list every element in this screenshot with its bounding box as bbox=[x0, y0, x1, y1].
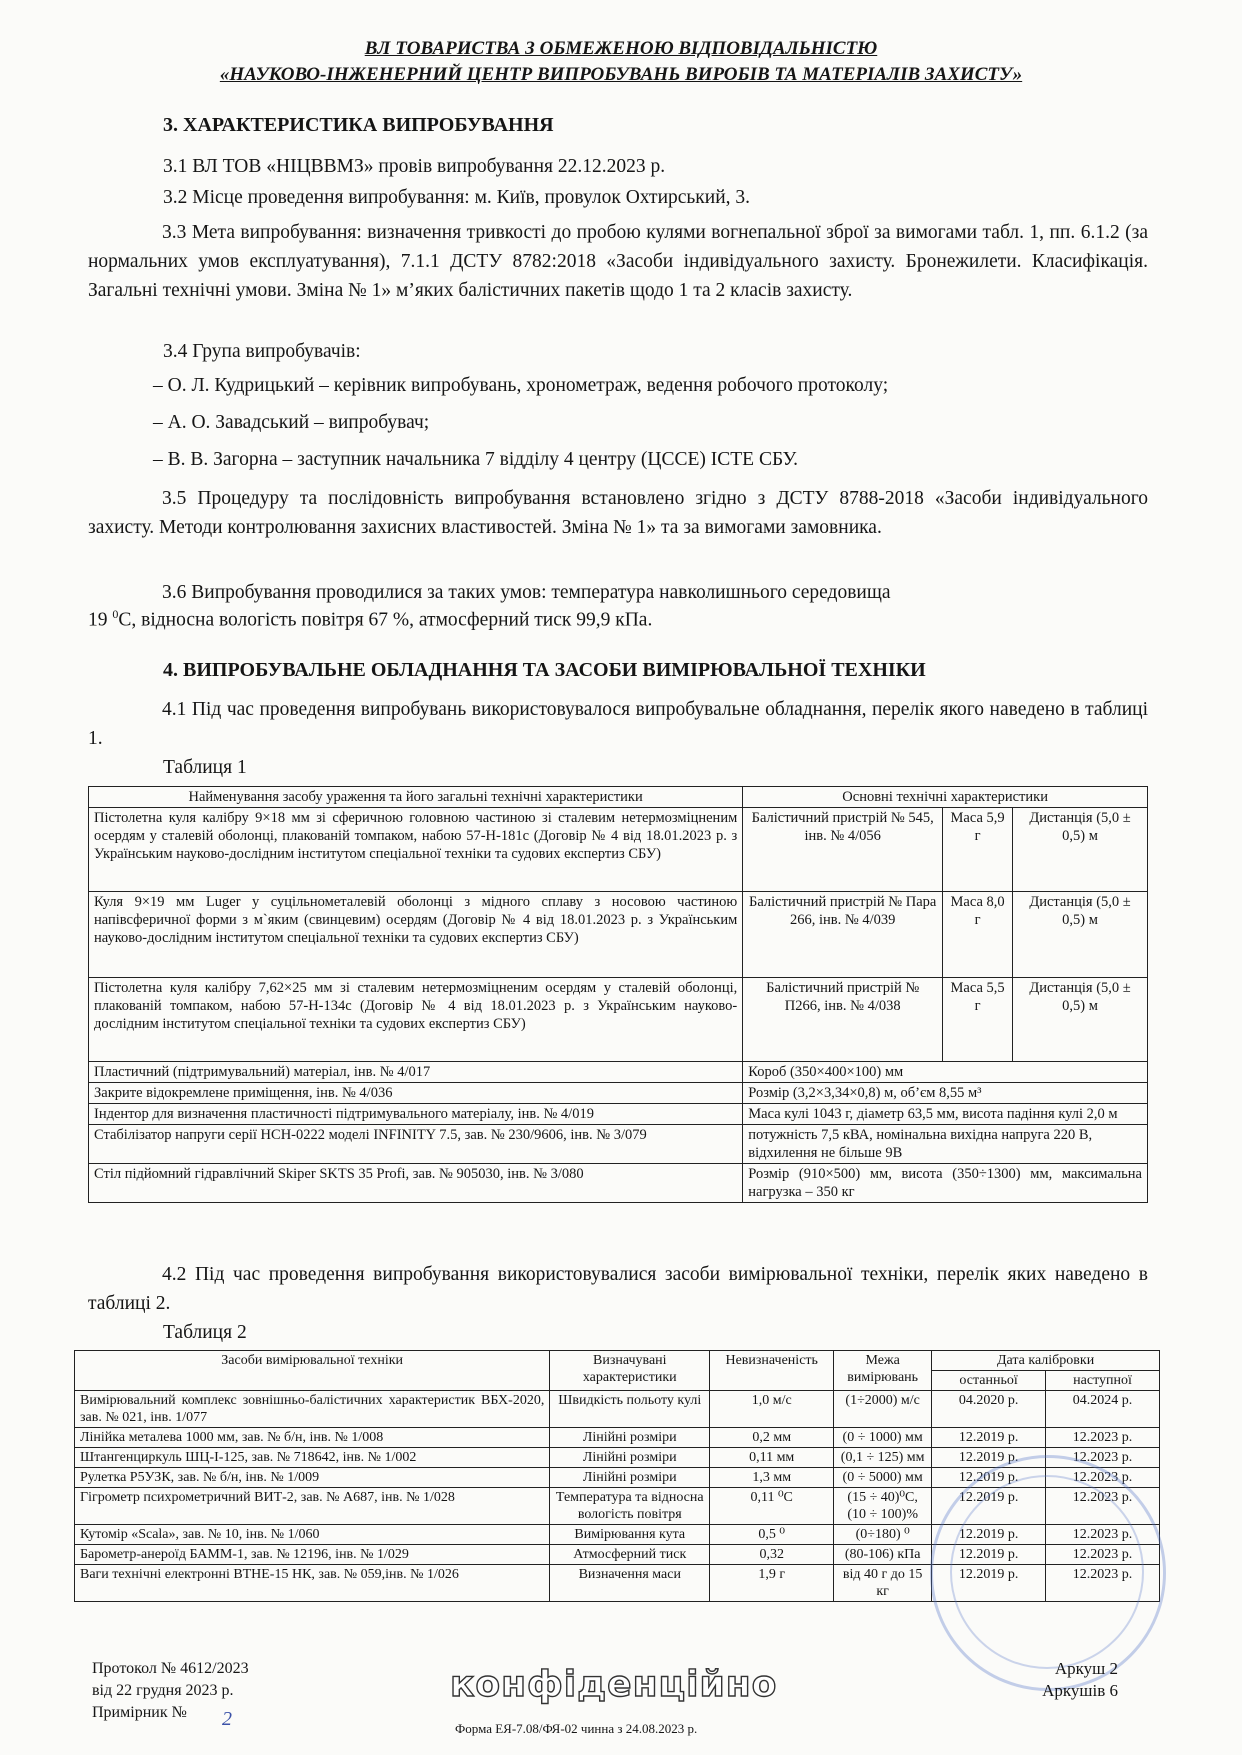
member-2: – А. О. Завадський – випробувач; bbox=[153, 412, 430, 433]
table2-head-lim: Межа вимірювань bbox=[834, 1351, 932, 1391]
table-row bbox=[75, 1428, 1160, 1448]
member-3: – В. В. Загорна – заступник начальника 7 відділу 4 центру (ЦССЕ) ІСТЕ СБУ. bbox=[153, 449, 798, 470]
sheet-number: Аркуш 2 bbox=[1054, 1659, 1118, 1678]
instrument-char: Лінійні розміри bbox=[550, 1468, 710, 1488]
bullet-device: Балістичний пристрій № П266, інв. № 4/038 bbox=[743, 978, 943, 1062]
bullet-mass: Маса 8,0 г bbox=[943, 892, 1013, 978]
equipment-spec: Розмір (910×500) мм, висота (350÷1300) мм, максимальна нагрузка – 350 кг bbox=[743, 1164, 1148, 1203]
table-row bbox=[89, 1125, 1148, 1164]
instrument-unc: 0,11 ⁰С bbox=[710, 1488, 834, 1525]
table2-caption: Таблиця 2 bbox=[163, 1322, 247, 1343]
instrument-next: 12.2023 р. bbox=[1046, 1428, 1160, 1448]
para-4-1: 4.1 Під час проведення випробувань використовувалося випробувальне обладнання, перелік якого наведено в таблиці 1. bbox=[88, 699, 1148, 749]
table-row bbox=[89, 978, 1148, 1062]
instrument-name: Рулетка Р5УЗК, зав. № б/н, інв. № 1/009 bbox=[75, 1468, 550, 1488]
instrument-lim: (0÷180) ⁰ bbox=[834, 1525, 932, 1545]
copy-label: Примірник № bbox=[92, 1704, 187, 1721]
instrument-last: 12.2019 р. bbox=[932, 1488, 1046, 1525]
table-row bbox=[89, 1083, 1148, 1104]
instrument-char: Температура та відносна вологість повітря bbox=[550, 1488, 710, 1525]
instrument-unc: 1,3 мм bbox=[710, 1468, 834, 1488]
equipment-table bbox=[88, 786, 1148, 1203]
instrument-name: Гігрометр психрометричний ВИТ-2, зав. № А687, інв. № 1/028 bbox=[75, 1488, 550, 1525]
seal-stamp-inner bbox=[950, 1475, 1144, 1669]
table2-head-next: наступної bbox=[1046, 1371, 1160, 1391]
org-header-line1: ВЛ ТОВАРИСТВА З ОБМЕЖЕНОЮ ВІДПОВІДАЛЬНІСТЮ bbox=[364, 38, 878, 59]
footer-right bbox=[960, 1658, 1118, 1702]
instrument-last: 04.2020 р. bbox=[932, 1391, 1046, 1428]
instrument-unc: 0,2 мм bbox=[710, 1428, 834, 1448]
instrument-lim: (1÷2000) м/с bbox=[834, 1391, 932, 1428]
para-3-6b bbox=[88, 607, 652, 632]
instrument-next: 12.2023 р. bbox=[1046, 1565, 1160, 1602]
bullet-mass: Маса 5,5 г bbox=[943, 978, 1013, 1062]
instrument-char: Атмосферний тиск bbox=[550, 1545, 710, 1565]
table-row bbox=[89, 1104, 1148, 1125]
instrument-unc: 1,0 м/с bbox=[710, 1391, 834, 1428]
table2-head-unc: Невизначеність bbox=[710, 1351, 834, 1391]
conditions-text: С, відносна вологість повітря 67 %, атмосферний тиск 99,9 кПа. bbox=[118, 609, 653, 631]
equipment-name: Стіл підйомний гідравлічний Skiper SKTS 35 Profi, зав. № 905030, інв. № 3/080 bbox=[89, 1164, 743, 1203]
table2-header bbox=[75, 1351, 1160, 1371]
instrument-name: Ваги технічні електронні ВТНЕ-15 НК, зав. № 059,інв. № 1/026 bbox=[75, 1565, 550, 1602]
equipment-spec: Розмір (3,2×3,34×0,8) м, об’єм 8,55 м³ bbox=[743, 1083, 1148, 1104]
instrument-last: 12.2019 р. bbox=[932, 1428, 1046, 1448]
table1-header bbox=[89, 787, 1148, 808]
instrument-lim: (15 ÷ 40)⁰С, (10 ÷ 100)% bbox=[834, 1488, 932, 1525]
bullet-device: Балістичний пристрій № 545, інв. № 4/056 bbox=[743, 808, 943, 892]
bullet-name: Пістолетна куля калібру 9×18 мм зі сферичною головною частиною зі сталевим нетермозміцненим осердям у сталевій оболонці, плакованій томпаком, набою 57-Н-181с (Договір № 4 від 18.01.2023 р. з Українським науково-дослідним інститутом спеціальної техніки та судових експертиз СБУ) bbox=[89, 808, 743, 892]
instrument-next: 12.2023 р. bbox=[1046, 1488, 1160, 1525]
table2-head-char: Визначувані характеристики bbox=[550, 1351, 710, 1391]
table-row bbox=[89, 808, 1148, 892]
temp-value: 19 bbox=[88, 609, 113, 631]
instrument-name: Вимірювальний комплекс зовнішньо-балістичних характеристик ВБХ-2020, зав. № 021, інв. 1/077 bbox=[75, 1391, 550, 1428]
degree-sup: 0 bbox=[112, 607, 119, 621]
copy-number-handwritten: 2 bbox=[222, 1708, 232, 1730]
para-3-6a: 3.6 Випробування проводилися за таких умов: температура навколишнього середовища bbox=[162, 582, 891, 603]
instrument-unc: 0,32 bbox=[710, 1545, 834, 1565]
instrument-char: Вимірювання кута bbox=[550, 1525, 710, 1545]
section3-title: 3. ХАРАКТЕРИСТИКА ВИПРОБУВАННЯ bbox=[163, 114, 554, 136]
table-row bbox=[89, 892, 1148, 978]
instrument-unc: 1,9 г bbox=[710, 1565, 834, 1602]
protocol-number: Протокол № 4612/2023 bbox=[92, 1660, 249, 1677]
form-number: Форма ЕЯ-7.08/ФЯ-02 чинна з 24.08.2023 р. bbox=[455, 1721, 698, 1736]
instrument-lim: (0,1 ÷ 125) мм bbox=[834, 1448, 932, 1468]
table2-head-cal: Дата калібровки bbox=[932, 1351, 1160, 1371]
para-3-3: 3.3 Мета випробування: визначення тривкості до пробою кулями вогнепальної зброї за вимогами табл. 1, пп. 6.1.2 (за нормальних умов експлуатування), 7.1.1 ДСТУ 8782:2018 «Засоби індивідуального захисту. Бронежилети. Класифікація. Загальні технічні умови. Зміна № 1» м’яких балістичних пакетів щодо 1 та 2 класів захисту. bbox=[88, 222, 1148, 301]
section4-title: 4. ВИПРОБУВАЛЬНЕ ОБЛАДНАННЯ ТА ЗАСОБИ ВИМІРЮВАЛЬНОЇ ТЕХНІКИ bbox=[163, 659, 926, 681]
instrument-char: Лінійні розміри bbox=[550, 1448, 710, 1468]
equipment-name: Пластичний (підтримувальний) матеріал, інв. № 4/017 bbox=[89, 1062, 743, 1083]
para-3-2: 3.2 Місце проведення випробування: м. Київ, провулок Охтирський, 3. bbox=[163, 187, 751, 208]
instrument-name: Кутомір «Scala», зав. № 10, інв. № 1/060 bbox=[75, 1525, 550, 1545]
table2-head-last: останньої bbox=[932, 1371, 1046, 1391]
table-row bbox=[75, 1391, 1160, 1428]
table2-head-tool: Засоби вимірювальної техніки bbox=[75, 1351, 550, 1391]
para-3-1: 3.1 ВЛ ТОВ «НІЦВВМЗ» провів випробування 22.12.2023 р. bbox=[163, 156, 666, 177]
table1-head-name: Найменування засобу ураження та його загальні технічні характеристики bbox=[89, 787, 743, 808]
equipment-name: Індентор для визначення пластичності підтримувального матеріалу, інв. № 4/019 bbox=[89, 1104, 743, 1125]
instrument-next: 12.2023 р. bbox=[1046, 1448, 1160, 1468]
instrument-next: 12.2023 р. bbox=[1046, 1468, 1160, 1488]
instrument-char: Визначення маси bbox=[550, 1565, 710, 1602]
instrument-last: 12.2019 р. bbox=[932, 1468, 1046, 1488]
confidential-stamp: конфіденційно bbox=[450, 1664, 778, 1705]
bullet-distance: Дистанція (5,0 ± 0,5) м bbox=[1013, 978, 1148, 1062]
instrument-last: 12.2019 р. bbox=[932, 1545, 1046, 1565]
instrument-last: 12.2019 р. bbox=[932, 1565, 1046, 1602]
para-4-2: 4.2 Під час проведення випробування використовувалися засоби вимірювальної техніки, перелік яких наведено в таблиці 2. bbox=[88, 1264, 1148, 1314]
instrument-lim: (80-106) кПа bbox=[834, 1545, 932, 1565]
instrument-next: 12.2023 р. bbox=[1046, 1525, 1160, 1545]
para-3-5: 3.5 Процедуру та послідовність випробування встановлено згідно з ДСТУ 8788-2018 «Засоби індивідуального захисту. Методи контролювання захисних властивостей. Зміна № 1» та за вимогами замовника. bbox=[88, 488, 1148, 538]
org-header-line2: «НАУКОВО-ІНЖЕНЕРНИЙ ЦЕНТР ВИПРОБУВАНЬ ВИРОБІВ ТА МАТЕРІАЛІВ ЗАХИСТУ» bbox=[219, 64, 1023, 85]
instrument-unc: 0,5 ⁰ bbox=[710, 1525, 834, 1545]
protocol-date: від 22 грудня 2023 р. bbox=[92, 1682, 234, 1699]
instrument-name: Штангенциркуль ШЦ-І-125, зав. № 718642, інв. № 1/002 bbox=[75, 1448, 550, 1468]
instrument-lim: (0 ÷ 5000) мм bbox=[834, 1468, 932, 1488]
instrument-char: Лінійні розміри bbox=[550, 1428, 710, 1448]
instrument-lim: (0 ÷ 1000) мм bbox=[834, 1428, 932, 1448]
equipment-spec: Короб (350×400×100) мм bbox=[743, 1062, 1148, 1083]
instrument-name: Барометр-анероїд БАММ-1, зав. № 12196, інв. № 1/029 bbox=[75, 1545, 550, 1565]
instrument-last: 12.2019 р. bbox=[932, 1525, 1046, 1545]
bullet-name: Пістолетна куля калібру 7,62×25 мм зі сталевим нетермозміцненим осердям у сталевій оболонці, плакованій томпаком, набою 57-Н-134с (Договір № 4 від 18.01.2023 р. з Українським науково-дослідним інститутом спеціальної техніки та судових експертиз СБУ) bbox=[89, 978, 743, 1062]
instrument-char: Швидкість польоту кулі bbox=[550, 1391, 710, 1428]
instrument-lim: від 40 г до 15 кг bbox=[834, 1565, 932, 1602]
bullet-distance: Дистанція (5,0 ± 0,5) м bbox=[1013, 892, 1148, 978]
instrument-name: Лінійка металева 1000 мм, зав. № б/н, інв. № 1/008 bbox=[75, 1428, 550, 1448]
bullet-device: Балістичний пристрій № Пара 266, інв. № 4/039 bbox=[743, 892, 943, 978]
sheet-total: Аркушів 6 bbox=[1042, 1681, 1118, 1700]
equipment-spec: Маса кулі 1043 г, діаметр 63,5 мм, висота падіння кулі 2,0 м bbox=[743, 1104, 1148, 1125]
table1-caption: Таблиця 1 bbox=[163, 757, 247, 778]
bullet-mass: Маса 5,9 г bbox=[943, 808, 1013, 892]
table-row bbox=[89, 1062, 1148, 1083]
equipment-spec: потужність 7,5 кВА, номінальна вихідна напруга 220 В, відхилення не більше 9В bbox=[743, 1125, 1148, 1164]
equipment-name: Закрите відокремлене приміщення, інв. № 4/036 bbox=[89, 1083, 743, 1104]
instrument-next: 04.2024 р. bbox=[1046, 1391, 1160, 1428]
bullet-name: Куля 9×19 мм Luger у суцільнометалевій оболонці з мідного сплаву з носовою частиною напівсферичної форми з м`яким (свинцевим) осердям (Договір № 4 від 18.01.2023 р. з Українським науково-дослідним інститутом спеціальної техніки та судових експертиз СБУ) bbox=[89, 892, 743, 978]
instrument-next: 12.2023 р. bbox=[1046, 1545, 1160, 1565]
instrument-unc: 0,11 мм bbox=[710, 1448, 834, 1468]
table1-head-specs: Основні технічні характеристики bbox=[743, 787, 1148, 808]
bullet-distance: Дистанція (5,0 ± 0,5) м bbox=[1013, 808, 1148, 892]
para-3-4: 3.4 Група випробувачів: bbox=[163, 341, 361, 362]
table-row bbox=[89, 1164, 1148, 1203]
equipment-name: Стабілізатор напруги серії HCH-0222 моделі INFINITY 7.5, зав. № 230/9606, інв. № 3/079 bbox=[89, 1125, 743, 1164]
member-1: – О. Л. Кудрицький – керівник випробувань, хронометраж, ведення робочого протоколу; bbox=[153, 375, 889, 396]
table-row bbox=[75, 1448, 1160, 1468]
instrument-last: 12.2019 р. bbox=[932, 1448, 1046, 1468]
